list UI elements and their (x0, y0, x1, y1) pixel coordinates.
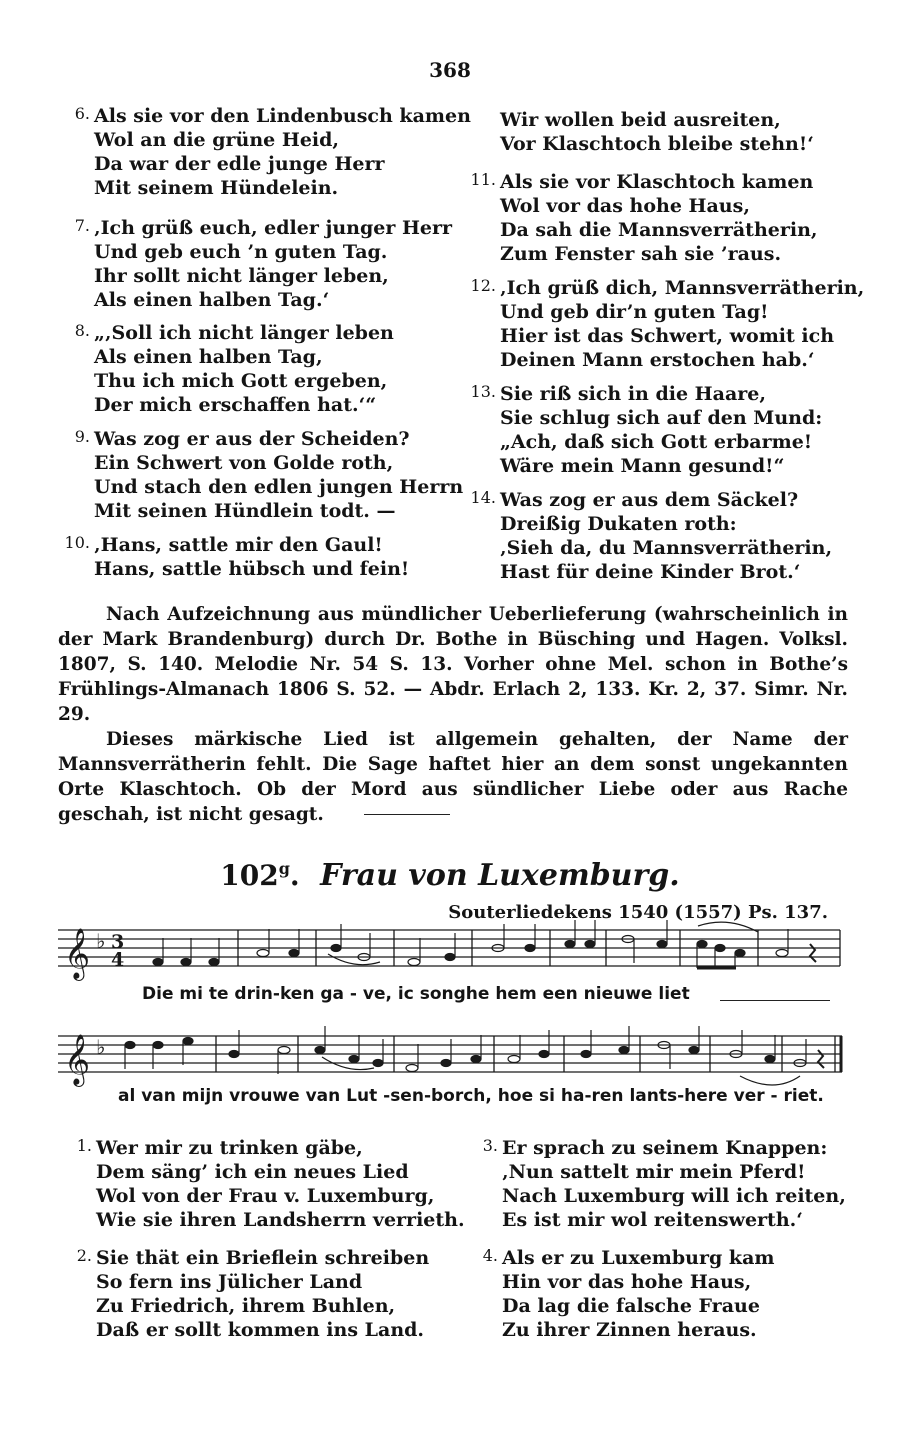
commentary-paragraph: Nach Aufzeichnung aus mündlicher Ueberlieferung (wahrscheinlich in der Mark Brandenburg) durch Dr. Bothe in Büsching und Hagen. Volksl. 1807, S. 140. Melodie Nr. 54 S. 13. Vorher ohne Mel. schon in Bothe’s Frühlings-Almanach 1806 S. 52. — Abdr. Erlach 2, 133. Kr. 2, 37. Simr. Nr. 29. (58, 604, 848, 725)
commentary (58, 602, 848, 827)
verse-line: Wol vor das hohe Haus, (500, 195, 750, 217)
verse-line: Daß er sollt kommen ins Land. (96, 1319, 425, 1341)
song-heading: 102$^g$. Frau von Luxemburg. (220, 858, 680, 893)
verse-line: Wie sie ihren Landsherrn verrieth. (96, 1209, 465, 1231)
stanza-13 (470, 382, 864, 488)
time-signature-top: 3 (111, 931, 125, 953)
stanza-2 (76, 1246, 465, 1342)
verse-line: Was zog er aus dem Säckel? (500, 489, 799, 511)
stanza-number: 2. (76, 1246, 92, 1265)
stanza-10 (64, 533, 471, 581)
stanza-6 (74, 104, 471, 216)
verse-line: Ein Schwert von Golde roth, (94, 452, 394, 474)
stanza-3 (482, 1136, 846, 1246)
music-staff-2 (58, 1024, 848, 1094)
stanza-number: 13. (470, 382, 496, 401)
treble-clef-icon: 𝄞 (64, 928, 91, 979)
stanza-number: 11. (470, 170, 496, 189)
verse-line: „Ach, daß sich Gott erbarme! (500, 431, 813, 453)
verse-line: Er sprach zu seinem Knappen: (502, 1137, 828, 1159)
stanza-11 (470, 170, 864, 276)
verse-line: Zum Fenster sah sie ’raus. (500, 243, 782, 265)
stanza-number: 8. (74, 321, 90, 340)
notes (125, 1026, 824, 1074)
verse-line: Als er zu Luxemburg kam (502, 1247, 775, 1269)
stanza-number: 9. (74, 427, 90, 446)
verse-line: Da lag die falsche Fraue (502, 1295, 760, 1317)
verse-line: Der mich erschaffen hat.‘“ (94, 394, 377, 416)
stanza-8 (74, 321, 471, 427)
verse-line: Hin vor das hohe Haus, (502, 1271, 752, 1293)
upper-right-column (470, 108, 865, 584)
verse-line: Nach Luxemburg will ich reiten, (502, 1185, 846, 1207)
verse-line: Thu ich mich Gott ergeben, (94, 370, 388, 392)
verse-line: Dem säng’ ich ein neues Lied (96, 1161, 409, 1183)
verse-line: Wir wollen beid ausreiten, (500, 109, 781, 131)
page-number: 368 (429, 58, 471, 82)
notes (153, 920, 816, 968)
verse-line: Deinen Mann erstochen hab.‘ (500, 349, 815, 371)
verse-line: Hast für deine Kinder Brot.‘ (500, 561, 801, 583)
verse-line: Wol an die grüne Heid, (94, 129, 340, 151)
time-signature-bottom: 4 (111, 949, 125, 971)
verse-line: Und geb dir’n guten Tag! (500, 301, 769, 323)
song-number-suffix: g (278, 859, 290, 878)
lyric-extender (720, 1000, 830, 1001)
verse-line: ‚Ich grüß dich, Mannsverrätherin, (500, 277, 865, 299)
verse-line: Es ist mir wol reitenswerth.‘ (502, 1209, 803, 1231)
verse-line: Und stach den edlen jungen Herrn (94, 476, 464, 498)
stanza-12 (470, 276, 865, 382)
song-source: Souterliedekens 1540 (1557) Ps. 137. (448, 902, 828, 923)
lower-right-column (482, 1136, 846, 1342)
staff-lines (58, 1036, 842, 1072)
stanza-number: 14. (470, 488, 496, 507)
stanza-14 (470, 488, 864, 584)
verse-line: ‚Hans, sattle mir den Gaul! (94, 534, 383, 556)
stanza-number: 1. (76, 1136, 92, 1155)
verse-line: Sie thät ein Brieflein schreiben (96, 1247, 430, 1269)
upper-left-column (64, 104, 471, 581)
lyrics-line-1: Die mi te drin-ken ga - ve, ic songhe hem een nieuwe liet (142, 984, 690, 1004)
stanza-7 (74, 216, 471, 321)
stanza-4 (482, 1246, 846, 1342)
verse-line: ‚Sieh da, du Mannsverrätherin, (500, 537, 833, 559)
verse-line: Zu Friedrich, ihrem Buhlen, (96, 1295, 396, 1317)
verse-line: Und geb euch ’n guten Tag. (94, 241, 388, 263)
lower-left-column (76, 1136, 465, 1342)
verse-line: Als einen halben Tag.‘ (94, 289, 330, 311)
stanza-number: 10. (64, 533, 90, 552)
commentary-paragraph: Dieses märkische Lied ist allgemein gehalten, der Name der Mannsverrätherin fehlt. Die Sage haftet hier an dem sonst ungekannten Orte Klaschtoch. Ob der Mord aus sündlicher Liebe oder aus Rache geschah, ist nicht gesagt. (58, 729, 848, 825)
verse-line: Wol von der Frau v. Luxemburg, (96, 1185, 435, 1207)
verse-line: Mit seinem Hündelein. (94, 177, 339, 199)
lyrics-line-2: al van mijn vrouwe van Lut -sen-borch, hoe si ha-ren lants-here ver - riet. (118, 1086, 824, 1106)
verse-line: Als sie vor Klaschtoch kamen (500, 171, 814, 193)
verse-line: Hier ist das Schwert, womit ich (500, 325, 835, 347)
verse-line: Hans, sattle hübsch und fein! (94, 558, 410, 580)
verse-line: Da sah die Mannsverrätherin, (500, 219, 818, 241)
stanza-1 (76, 1136, 465, 1246)
stanza-number: 4. (482, 1246, 498, 1265)
verse-line: Mit seinen Hündlein todt. — (94, 500, 396, 522)
verse-line: Wäre mein Mann gesund!“ (500, 455, 785, 477)
stanza-number: 6. (74, 104, 90, 123)
song-title: Frau von Luxemburg. (320, 858, 680, 893)
stanza-10-continued (500, 108, 864, 170)
verse-line: Als einen halben Tag, (94, 346, 323, 368)
stanza-number: 7. (74, 216, 90, 235)
verse-line: Dreißig Dukaten roth: (500, 513, 737, 535)
verse-line: ‚Ich grüß euch, edler junger Herr (94, 217, 453, 239)
verse-line: „‚Soll ich nicht länger leben (94, 322, 394, 344)
stanza-number: 12. (470, 276, 496, 295)
music-staff-1 (58, 918, 848, 988)
stanza-number: 3. (482, 1136, 498, 1155)
verse-line: Da war der edle junge Herr (94, 153, 385, 175)
song-number: 102 (220, 859, 279, 892)
verse-line: Wer mir zu trinken gäbe, (96, 1137, 363, 1159)
stanza-9 (74, 427, 471, 533)
section-divider (364, 814, 450, 815)
verse-line: Ihr sollt nicht länger leben, (94, 265, 389, 287)
verse-line: Sie riß sich in die Haare, (500, 383, 766, 405)
verse-line: So fern ins Jülicher Land (96, 1271, 363, 1293)
flat-icon: ♭ (96, 1035, 106, 1059)
treble-clef-icon: 𝄞 (64, 1034, 91, 1085)
verse-line: ‚Nun sattelt mir mein Pferd! (502, 1161, 806, 1183)
verse-line: Als sie vor den Lindenbusch kamen (94, 105, 471, 127)
verse-line: Sie schlug sich auf den Mund: (500, 407, 823, 429)
verse-line: Vor Klaschtoch bleibe stehn!‘ (500, 133, 814, 155)
flat-icon: ♭ (96, 929, 106, 953)
verse-line: Zu ihrer Zinnen heraus. (502, 1319, 757, 1341)
verse-line: Was zog er aus der Scheiden? (94, 428, 410, 450)
